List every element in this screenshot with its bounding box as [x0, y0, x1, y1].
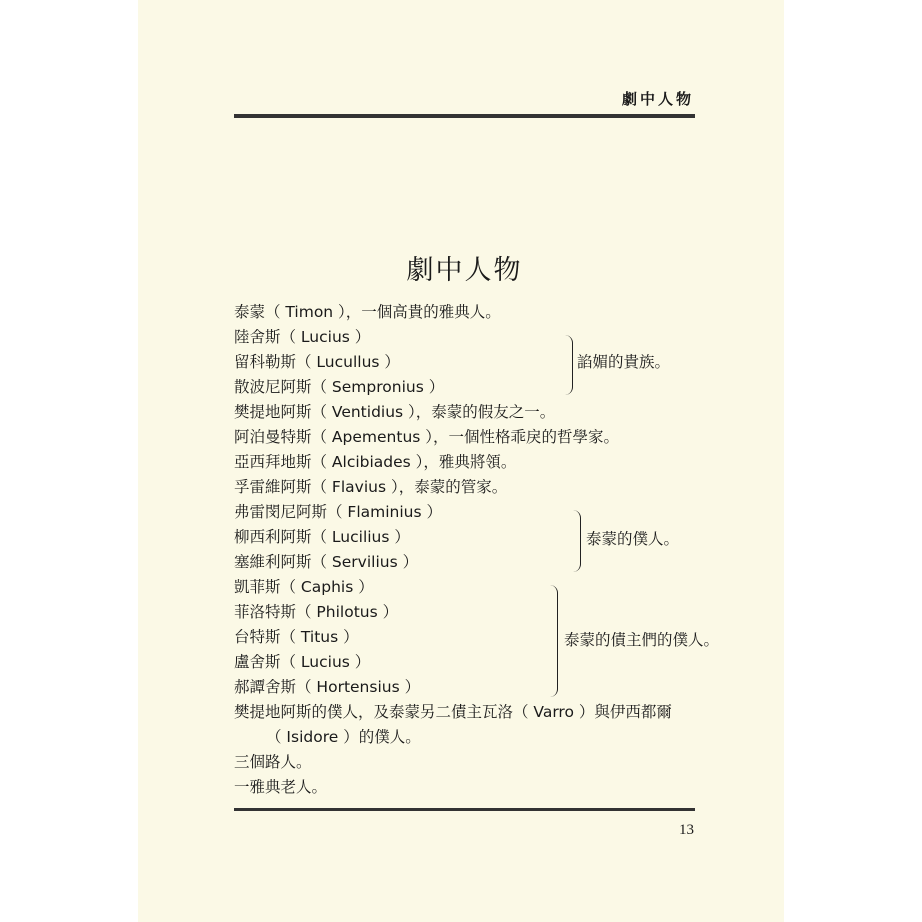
running-head: 劇中人物 [621, 90, 694, 108]
cast-line-continued: （ Isidore ）的僕人。 [266, 728, 421, 746]
cast-line: 凱菲斯（ Caphis ） [234, 578, 374, 596]
cast-line: 盧舍斯（ Lucius ） [234, 653, 371, 671]
cast-line: 菲洛特斯（ Philotus ） [234, 603, 399, 621]
cast-line: 散波尼阿斯（ Sempronius ） [234, 378, 445, 396]
cast-line: 陸舍斯（ Lucius ） [234, 328, 371, 346]
group-brace-nobles [564, 335, 573, 395]
cast-line: 一雅典老人。 [234, 778, 328, 796]
cast-line: 孚雷維阿斯（ Flavius ），泰蒙的管家。 [234, 478, 508, 496]
cast-line: 樊提地阿斯（ Ventidius ），泰蒙的假友之一。 [234, 403, 556, 421]
group-note-servants: 泰蒙的僕人。 [586, 530, 680, 548]
group-brace-creditors-servants [549, 585, 558, 697]
cast-line: 留科勒斯（ Lucullus ） [234, 353, 400, 371]
cast-line: 樊提地阿斯的僕人，及泰蒙另二債主瓦洛（ Varro ）與伊西都爾 [234, 703, 672, 721]
cast-line: 弗雷閔尼阿斯（ Flaminius ） [234, 503, 443, 521]
book-page [138, 0, 784, 922]
cast-line: 三個路人。 [234, 753, 312, 771]
cast-line: 塞維利阿斯（ Servilius ） [234, 553, 419, 571]
page-title: 劇中人物 [406, 255, 523, 286]
cast-line: 泰蒙（ Timon ），一個高貴的雅典人。 [234, 303, 501, 321]
cast-line: 阿泊曼特斯（ Apementus ），一個性格乖戾的哲學家。 [234, 428, 620, 446]
cast-line: 柳西利阿斯（ Lucilius ） [234, 528, 410, 546]
footer-rule [234, 808, 695, 811]
cast-list [234, 300, 720, 800]
cast-line: 郝譚舍斯（ Hortensius ） [234, 678, 421, 696]
page-number: 13 [679, 822, 694, 838]
group-note-nobles: 諂媚的貴族。 [577, 353, 671, 371]
header-rule [234, 114, 695, 118]
cast-line: 亞西拜地斯（ Alcibiades ），雅典將領。 [234, 453, 517, 471]
cast-line: 台特斯（ Titus ） [234, 628, 359, 646]
group-note-creditors-servants: 泰蒙的債主們的僕人。 [564, 631, 720, 649]
group-brace-servants [572, 510, 581, 572]
